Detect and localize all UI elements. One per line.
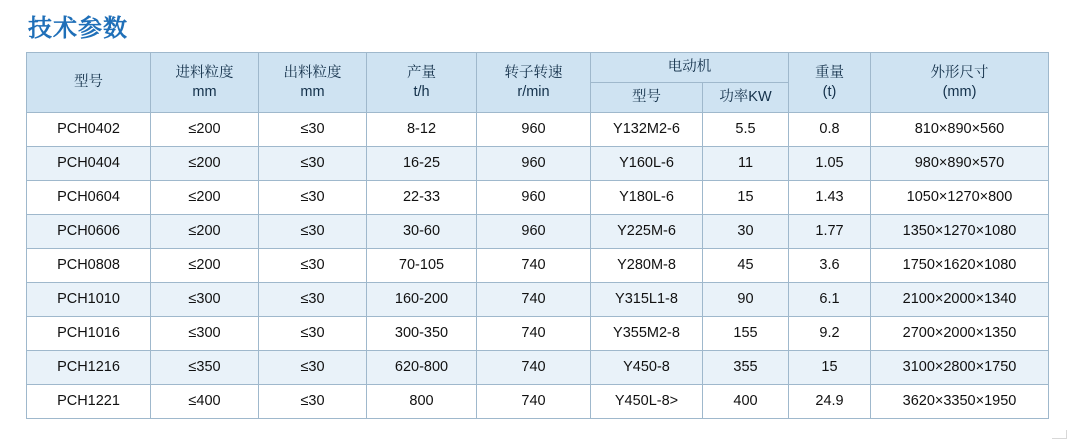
- cell-output-size: ≤30: [259, 181, 367, 215]
- cell-capacity: 300-350: [367, 317, 477, 351]
- header-output-size: [259, 53, 367, 113]
- header-rotor-speed: [477, 53, 591, 113]
- cell-output-size: ≤30: [259, 147, 367, 181]
- cell-model: PCH0404: [27, 147, 151, 181]
- cell-motor-model: Y450L-8>: [591, 385, 703, 419]
- cell-dimensions: 3100×2800×1750: [871, 351, 1049, 385]
- header-capacity-line2: t/h: [413, 83, 430, 100]
- cell-capacity: 70-105: [367, 249, 477, 283]
- cell-feed-size: ≤300: [151, 317, 259, 351]
- cell-motor-power: 400: [703, 385, 789, 419]
- cell-rotor-speed: 960: [477, 215, 591, 249]
- cell-rotor-speed: 960: [477, 181, 591, 215]
- cell-weight: 6.1: [789, 283, 871, 317]
- cell-output-size: ≤30: [259, 113, 367, 147]
- header-feed-size-line1: 进料粒度: [175, 65, 234, 82]
- technical-parameters-table: [26, 52, 1049, 419]
- cell-rotor-speed: 740: [477, 249, 591, 283]
- header-capacity-line1: 产量: [407, 65, 436, 82]
- cell-capacity: 30-60: [367, 215, 477, 249]
- cell-feed-size: ≤200: [151, 215, 259, 249]
- header-row-top: [27, 53, 1049, 83]
- cell-feed-size: ≤400: [151, 385, 259, 419]
- cell-output-size: ≤30: [259, 385, 367, 419]
- cell-motor-power: 45: [703, 249, 789, 283]
- cell-dimensions: 2700×2000×1350: [871, 317, 1049, 351]
- cell-output-size: ≤30: [259, 215, 367, 249]
- cell-output-size: ≤30: [259, 351, 367, 385]
- table-row: [27, 283, 1049, 317]
- header-weight-line2: (t): [822, 83, 837, 100]
- header-output-size-line2: mm: [300, 83, 325, 100]
- cell-capacity: 8-12: [367, 113, 477, 147]
- cell-capacity: 16-25: [367, 147, 477, 181]
- cell-feed-size: ≤350: [151, 351, 259, 385]
- cell-weight: 0.8: [789, 113, 871, 147]
- cell-output-size: ≤30: [259, 283, 367, 317]
- cell-rotor-speed: 960: [477, 113, 591, 147]
- cell-model: PCH0604: [27, 181, 151, 215]
- cell-model: PCH1016: [27, 317, 151, 351]
- cell-motor-model: Y280M-8: [591, 249, 703, 283]
- header-weight: [789, 53, 871, 113]
- cell-dimensions: 1750×1620×1080: [871, 249, 1049, 283]
- header-model: 型号: [27, 53, 151, 113]
- header-weight-line1: 重量: [815, 65, 844, 82]
- cell-motor-model: Y315L1-8: [591, 283, 703, 317]
- cell-weight: 1.77: [789, 215, 871, 249]
- header-dimensions-line1: 外形尺寸: [930, 65, 989, 82]
- cell-rotor-speed: 740: [477, 385, 591, 419]
- cell-feed-size: ≤300: [151, 283, 259, 317]
- cell-model: PCH0808: [27, 249, 151, 283]
- cell-rotor-speed: 740: [477, 283, 591, 317]
- cell-motor-model: Y180L-6: [591, 181, 703, 215]
- cell-dimensions: 810×890×560: [871, 113, 1049, 147]
- cell-capacity: 22-33: [367, 181, 477, 215]
- table-row: [27, 113, 1049, 147]
- page-title: 技术参数: [28, 15, 128, 42]
- cell-capacity: 620-800: [367, 351, 477, 385]
- cell-motor-power: 15: [703, 181, 789, 215]
- cell-rotor-speed: 740: [477, 317, 591, 351]
- cell-weight: 15: [789, 351, 871, 385]
- cell-motor-model: Y450-8: [591, 351, 703, 385]
- cell-model: PCH0402: [27, 113, 151, 147]
- header-rotor-speed-line2: r/min: [517, 83, 550, 100]
- cell-dimensions: 3620×3350×1950: [871, 385, 1049, 419]
- cell-feed-size: ≤200: [151, 147, 259, 181]
- cell-motor-power: 355: [703, 351, 789, 385]
- header-capacity: [367, 53, 477, 113]
- cell-weight: 9.2: [789, 317, 871, 351]
- table-row: [27, 351, 1049, 385]
- cell-model: PCH0606: [27, 215, 151, 249]
- header-output-size-line1: 出料粒度: [283, 65, 342, 82]
- header-feed-size-line2: mm: [192, 83, 217, 100]
- header-motor-power: 功率KW: [703, 83, 789, 113]
- header-motor-model: 型号: [591, 83, 703, 113]
- cell-motor-power: 90: [703, 283, 789, 317]
- spec-table-wrapper: [26, 52, 1048, 419]
- header-dimensions-line2: (mm): [942, 83, 977, 100]
- header-rotor-speed-line1: 转子转速: [504, 65, 563, 82]
- table-row: [27, 215, 1049, 249]
- table-row: [27, 385, 1049, 419]
- cell-motor-model: Y355M2-8: [591, 317, 703, 351]
- cell-motor-power: 30: [703, 215, 789, 249]
- cell-dimensions: 2100×2000×1340: [871, 283, 1049, 317]
- cell-motor-model: Y132M2-6: [591, 113, 703, 147]
- cell-feed-size: ≤200: [151, 181, 259, 215]
- cell-feed-size: ≤200: [151, 249, 259, 283]
- cell-motor-power: 5.5: [703, 113, 789, 147]
- table-row: [27, 147, 1049, 181]
- cell-output-size: ≤30: [259, 249, 367, 283]
- header-motor-group: 电动机: [591, 53, 789, 83]
- cell-dimensions: 980×890×570: [871, 147, 1049, 181]
- table-row: [27, 249, 1049, 283]
- cell-rotor-speed: 960: [477, 147, 591, 181]
- cell-weight: 1.43: [789, 181, 871, 215]
- cell-weight: 3.6: [789, 249, 871, 283]
- table-body: [27, 113, 1049, 419]
- header-dimensions: [871, 53, 1049, 113]
- cell-motor-model: Y225M-6: [591, 215, 703, 249]
- cell-capacity: 160-200: [367, 283, 477, 317]
- cell-weight: 1.05: [789, 147, 871, 181]
- page-corner-mark: [1052, 430, 1067, 439]
- cell-model: PCH1010: [27, 283, 151, 317]
- cell-rotor-speed: 740: [477, 351, 591, 385]
- table-header: [27, 53, 1049, 113]
- cell-feed-size: ≤200: [151, 113, 259, 147]
- table-row: [27, 317, 1049, 351]
- cell-model: PCH1216: [27, 351, 151, 385]
- cell-weight: 24.9: [789, 385, 871, 419]
- cell-model: PCH1221: [27, 385, 151, 419]
- cell-motor-model: Y160L-6: [591, 147, 703, 181]
- header-feed-size: [151, 53, 259, 113]
- cell-capacity: 800: [367, 385, 477, 419]
- cell-dimensions: 1050×1270×800: [871, 181, 1049, 215]
- cell-motor-power: 155: [703, 317, 789, 351]
- cell-dimensions: 1350×1270×1080: [871, 215, 1049, 249]
- cell-output-size: ≤30: [259, 317, 367, 351]
- cell-motor-power: 11: [703, 147, 789, 181]
- table-row: [27, 181, 1049, 215]
